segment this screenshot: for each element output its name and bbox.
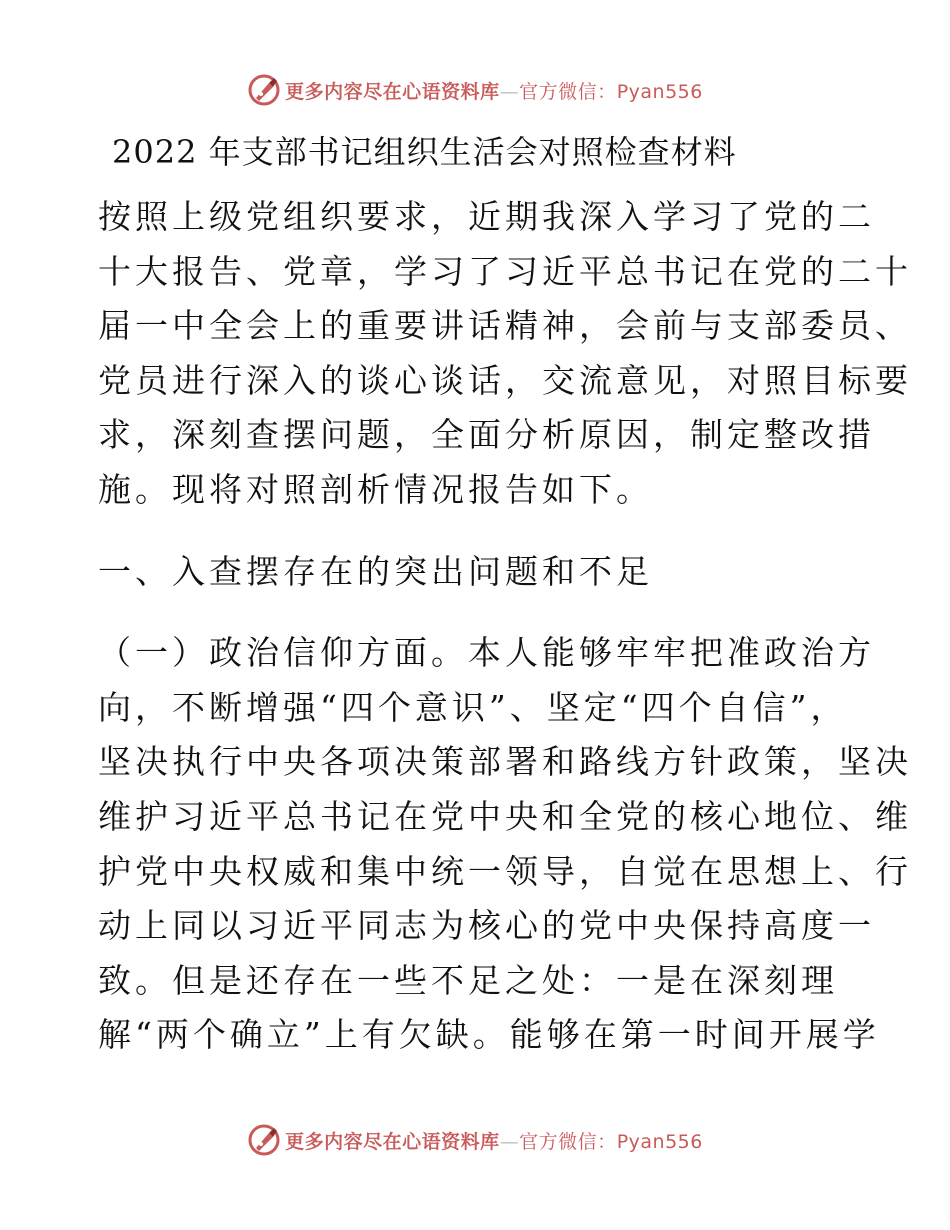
text-line: 届一中全会上的重要讲话精神，会前与支部委员、 xyxy=(98,306,912,346)
text-line: 向，不断增强“四个意识”、坚定“四个自信”， xyxy=(98,687,848,727)
text-line: 施。现将对照剖析情况报告如下。 xyxy=(98,469,653,509)
text-line: 按照上级党组织要求，近期我深入学习了党的二 xyxy=(98,197,875,236)
watermark-separator: — xyxy=(499,80,520,103)
paragraph-political-belief xyxy=(98,626,912,1063)
watermark-account: Pyan556 xyxy=(616,80,703,103)
text-line: 坚决执行中央各项决策部署和路线方针政策，坚决 xyxy=(98,742,912,782)
text-line: 党员进行深入的谈心谈话，交流意见，对照目标要 xyxy=(98,360,912,400)
paragraph-intro xyxy=(98,190,912,518)
watermark-banner-top xyxy=(0,70,950,110)
watermark-banner-bottom xyxy=(0,1120,950,1160)
pen-nib-circle-icon xyxy=(247,73,281,107)
watermark-account: Pyan556 xyxy=(616,1130,703,1153)
watermark-text xyxy=(285,1127,703,1154)
text-line: 维护习近平总书记在党中央和全党的核心地位、维 xyxy=(98,796,912,836)
text-line: （一）政治信仰方面。本人能够牢牢把准政治方 xyxy=(98,633,875,673)
watermark-separator: — xyxy=(499,1130,520,1153)
watermark-text xyxy=(285,77,703,104)
text-line: 解“两个确立”上有欠缺。能够在第一时间开展学 xyxy=(98,1015,880,1055)
text-line: 护党中央权威和集中统一领导，自觉在思想上、行 xyxy=(98,851,912,891)
text-line: 十大报告、党章，学习了习近平总书记在党的二十 xyxy=(98,251,912,291)
section-heading xyxy=(98,545,858,600)
watermark-official: 官方微信： xyxy=(519,80,617,103)
pen-nib-circle-icon xyxy=(247,1123,281,1157)
watermark-lead: 更多内容尽在心语资料库 xyxy=(285,80,500,103)
text-line: 致。但是还存在一些不足之处：一是在深刻理 xyxy=(98,960,838,1000)
text-line: 求，深刻查摆问题，全面分析原因，制定整改措 xyxy=(98,415,875,455)
text-line: 动上同以习近平同志为核心的党中央保持高度一 xyxy=(98,906,875,946)
watermark-official: 官方微信： xyxy=(519,1130,617,1153)
text-line: 一、入查摆存在的突出问题和不足 xyxy=(98,551,653,591)
watermark-lead: 更多内容尽在心语资料库 xyxy=(285,1130,500,1153)
page-title: 2022 年支部书记组织生活会对照检查材料 xyxy=(112,133,737,171)
document-body xyxy=(98,190,912,1063)
